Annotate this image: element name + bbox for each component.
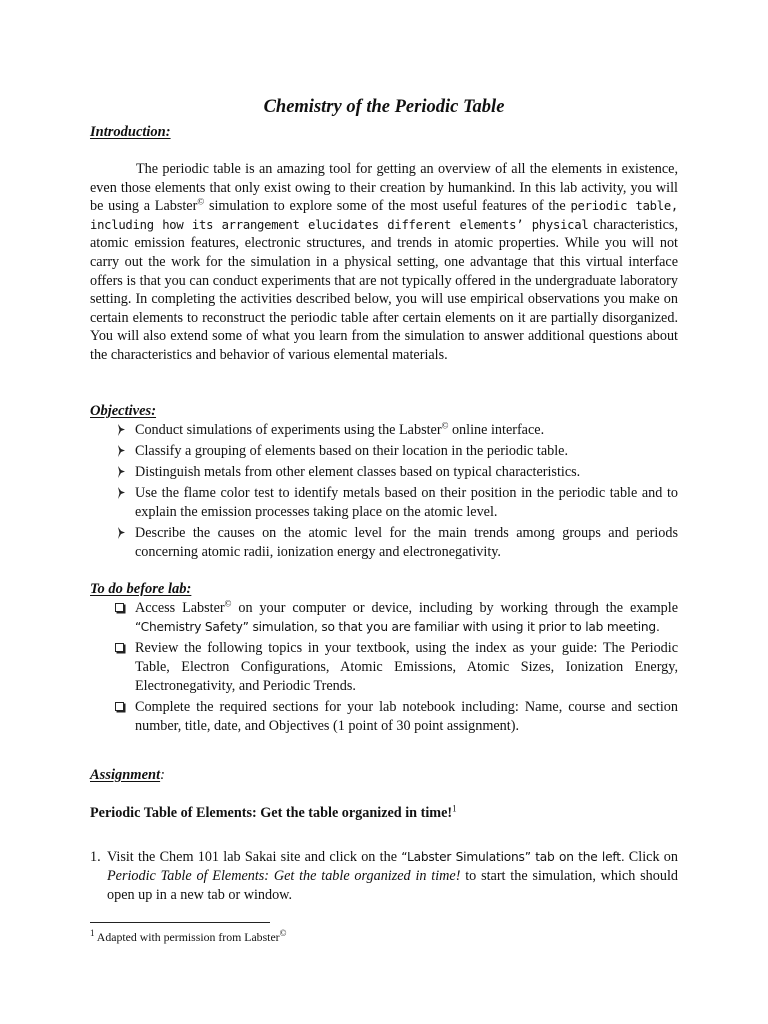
list-item: Review the following topics in your textbook, using the index as your guide: The Periodic Table, Electron Configurations, Atomic Emissions, Atomic Sizes, Ionization Energy, Electronegativity, and Periodic Trends.	[115, 639, 678, 696]
intro-text-start: The periodic table is an amazing tool for getting an overview of all the elements in existence, even those elements that only exist owing to their creation by humankind. In this lab activity, you will be using a Labster	[90, 161, 678, 215]
intro-text-end: characteristics, atomic emission features, electronic structures, and trends in atomic properties. While you will not carry out the work for the simulation in a physical setting, one advantage that this virtual interface offers is that you can conduct experiments that are not typically offered in the undergraduate laboratory setting. In completing the activities described below, you will use empirical observations you make on certain elements to reconstruct the periodic table after certain elements on it are partially disorganized. You will also extend some of what you learn from the simulation to answer additional questions about the characteristics and behavior of various elemental materials.	[90, 216, 678, 363]
introduction-heading: Introduction:	[90, 124, 171, 140]
footnote-reference: 1	[452, 803, 457, 814]
copyright-mark: ©	[279, 928, 287, 939]
arrow-bullet-icon	[117, 466, 126, 478]
assignment-heading: Assignment:	[90, 767, 165, 783]
list-item: Distinguish metals from other element classes based on typical characteristics.	[115, 463, 678, 482]
list-item: Conduct simulations of experiments using the Labster© online interface.	[115, 421, 678, 440]
step-number: 1.	[90, 849, 101, 865]
footnote-mark: 1	[90, 928, 95, 939]
simulation-name: Periodic Table of Elements: Get the table organized in time!	[107, 867, 461, 884]
checkbox-bullet-icon	[115, 702, 124, 711]
list-item: Complete the required sections for your lab notebook including: Name, course and section number, title, date, and Objectives (1 point of 30 point assignment).	[115, 698, 678, 736]
footnote-divider	[90, 922, 270, 923]
checkbox-bullet-icon	[115, 603, 124, 612]
list-item: Classify a grouping of elements based on their location in the periodic table.	[115, 442, 678, 461]
copyright-mark: ©	[197, 196, 205, 207]
list-item: Use the flame color test to identify metals based on their position in the periodic table and to explain the emission processes taking place on the atomic level.	[115, 484, 678, 522]
copyright-mark: ©	[441, 420, 449, 431]
checkbox-bullet-icon	[115, 643, 124, 652]
introduction-paragraph	[90, 160, 678, 365]
page-title: Chemistry of the Periodic Table	[263, 97, 505, 117]
arrow-bullet-icon	[117, 487, 126, 499]
arrow-bullet-icon	[117, 424, 126, 436]
list-item: Access Labster© on your computer or device, including by working through the example “Chemistry Safety” simulation, so that you are familiar with using it prior to lab meeting.	[115, 599, 678, 637]
intro-text-mono: periodic table, including how its arrangement elucidates different elements’ physical	[90, 199, 679, 232]
assignment-subheading: Periodic Table of Elements: Get the table organized in time!$^1$	[90, 803, 457, 821]
intro-text-mid: simulation to explore some of the most useful features of the	[204, 198, 571, 215]
copyright-mark: ©	[224, 598, 232, 609]
todo-heading: To do before lab:	[90, 581, 192, 597]
arrow-bullet-icon	[117, 527, 126, 539]
arrow-bullet-icon	[117, 445, 126, 457]
objectives-heading: Objectives:	[90, 403, 157, 419]
footnote: $^1$ Adapted with permission from Labster©	[90, 928, 287, 944]
objectives-list	[115, 421, 678, 564]
list-item: Describe the causes on the atomic level for the main trends among groups and periods concerning atomic radii, ionization energy and electronegativity.	[115, 524, 678, 562]
step-item: 1. Visit the Chem 101 lab Sakai site and click on the “Labster Simulations” tab on the left. Click on Periodic Table of Elements: Get the table organized in time! to start the simulation, which should open up in a new tab or window.	[90, 849, 678, 903]
todo-list	[115, 599, 678, 738]
